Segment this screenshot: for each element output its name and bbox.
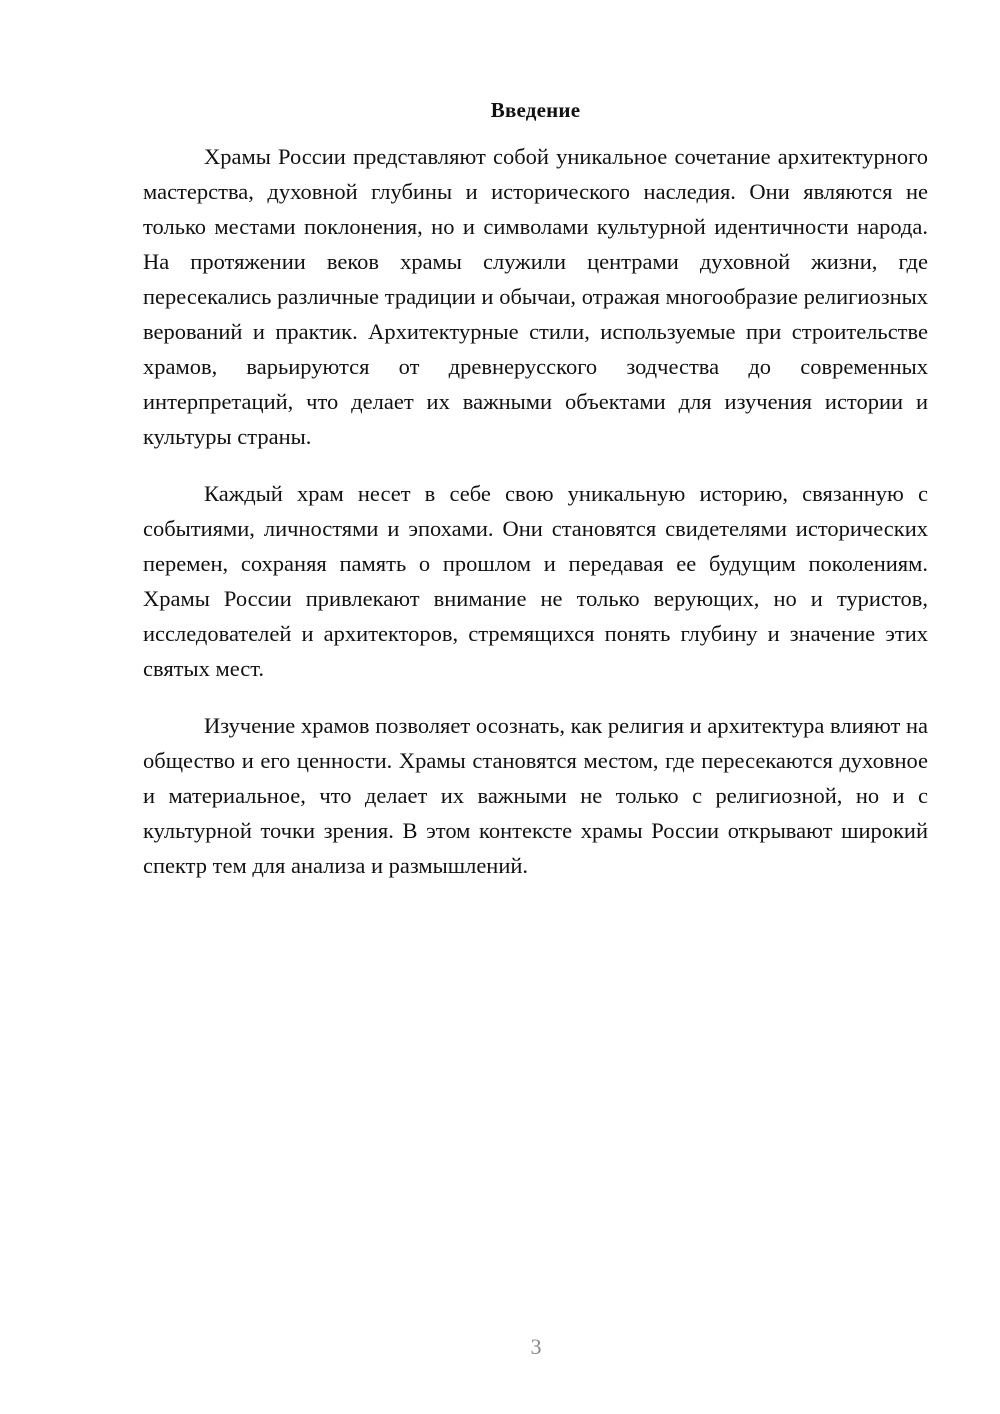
page-content <box>143 95 928 905</box>
page-number: 3 <box>530 1334 542 1359</box>
paragraph-2: Каждый храм несет в себе свою уникальную историю, связанную с событиями, личностями и эпохами. Они становятся свидетелями исторических перемен, сохраняя память о прошлом и передавая ее будущим поколениям. Храмы России привлекают внимание не только верующих, но и туристов, исследователей и архитекторов, стремящихся понять глубину и значение этих святых мест. <box>143 481 928 681</box>
paragraph-3: Изучение храмов позволяет осознать, как религия и архитектура влияют на общество и его ценности. Храмы становятся местом, где пересекаются духовное и материальное, что делает их важными не только с религиозной, но и с культурной точки зрения. В этом контексте храмы России открывают широкий спектр тем для анализа и размышлений. <box>143 713 928 878</box>
section-title: Введение <box>490 98 581 122</box>
paragraph-1: Храмы России представляют собой уникальное сочетание архитектурного мастерства, духовной глубины и исторического наследия. Они являются не только местами поклонения, но и символами культурной идентичности народа. На протяжении веков храмы служили центрами духовной жизни, где пересекались различные традиции и обычаи, отражая многообразие религиозных верований и практик. Архитектурные стили, используемые при строительстве храмов, варьируются от древнерусского зодчества до современных интерпретаций, что делает их важными объектами для изучения истории и культуры страны. <box>143 144 928 449</box>
